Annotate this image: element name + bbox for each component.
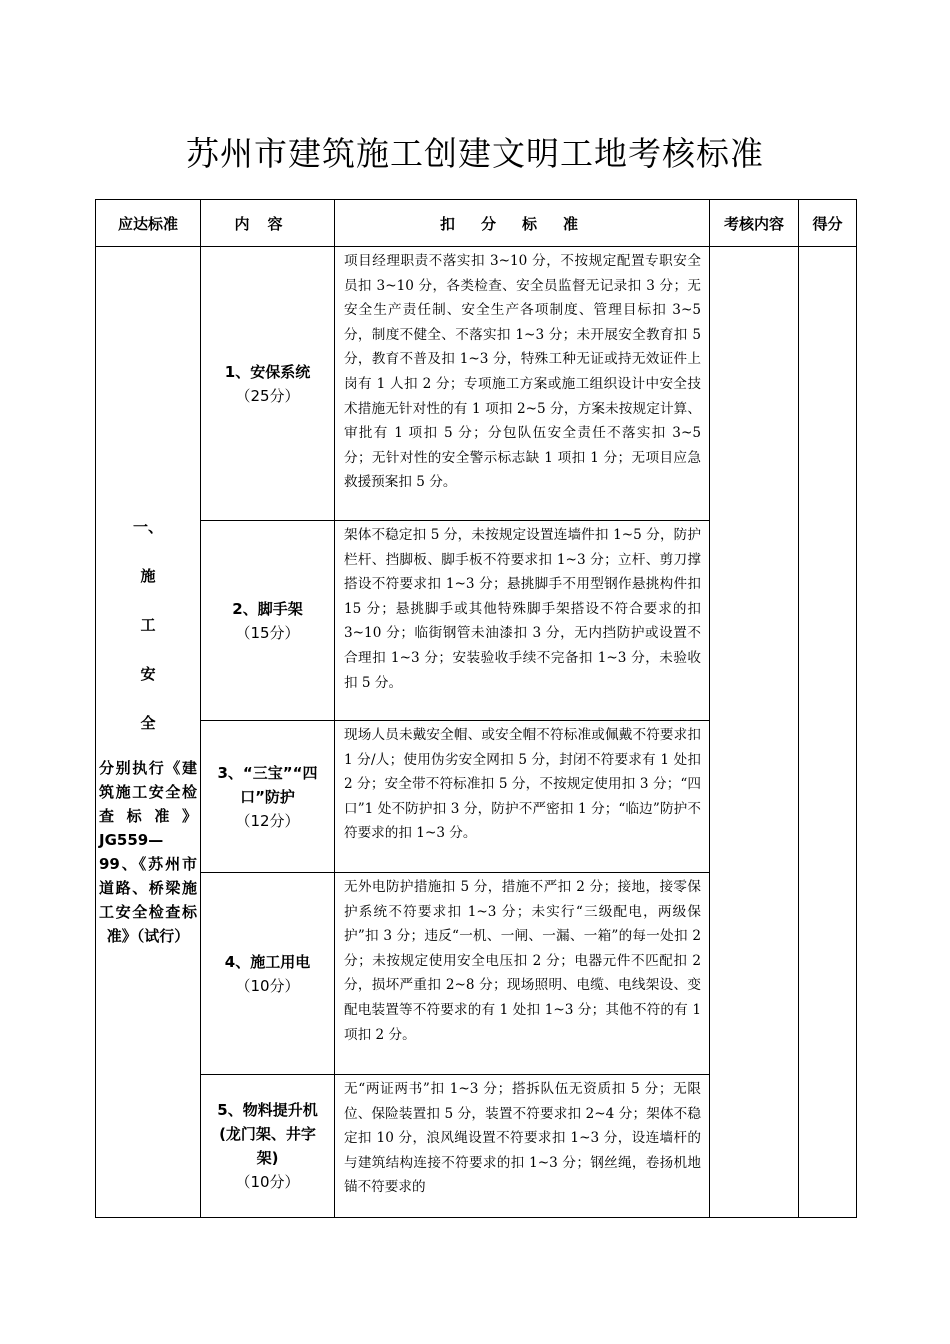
header-assessment-content: 考核内容	[710, 200, 799, 247]
category-char: 工	[140, 616, 156, 634]
item-name: 3、“三宝”“四口”防护	[217, 763, 318, 806]
item-cell	[201, 1075, 335, 1218]
item-name: 2、脚手架	[232, 599, 303, 618]
rule-cell: 无“两证两书”扣 1~3 分；搭拆队伍无资质扣 5 分；无限位、保险装置扣 5 分，装置不符要求扣 2~4 分；架体不稳定扣 10 分，浪风绳设置不符要求扣 1~3 分，设连墙杆的与建筑结构连接不符要求的扣 1~3 分；钢丝绳，卷扬机地锚不符要求的	[335, 1075, 710, 1218]
item-name: 1、安保系统	[224, 362, 311, 381]
category-cell	[96, 247, 201, 1218]
assessment-cell	[710, 247, 799, 1218]
item-cell	[201, 247, 335, 521]
item-cell	[201, 873, 335, 1075]
score-cell	[799, 247, 857, 1218]
rule-cell: 架体不稳定扣 5 分，未按规定设置连墙件扣 1~5 分，防护栏杆、挡脚板、脚手板不符要求扣 1~3 分；立杆、剪刀撑搭设不符要求扣 1~3 分；悬挑脚手不用型钢作悬挑构件扣 15 分；悬挑脚手或其他特殊脚手架搭设不符合要求的扣 3~10 分；临街钢管未油漆扣 3 分，无内挡防护或设置不合理扣 1~3 分；安装验收手续不完备扣 1~3 分，未验收扣 5 分。	[335, 521, 710, 721]
item-cell	[201, 521, 335, 721]
table-header-row	[96, 200, 857, 247]
page-title: 苏州市建筑施工创建文明工地考核标准	[186, 134, 764, 173]
header-score: 得分	[799, 200, 857, 247]
category-char: 全	[140, 714, 156, 732]
category-note: 分别执行《建筑施工安全检查标准》JG559—99、《苏州市道路、桥梁施工安全检查标准》（试行）	[99, 759, 197, 945]
rule-cell: 项目经理职责不落实扣 3~10 分，不按规定配置专职安全员扣 3~10 分，各类检查、安全员监督无记录扣 3 分；无安全生产责任制、安全生产各项制度、管理目标扣 3~5 分，制度不健全、不落实扣 1~3 分；未开展安全教育扣 5 分，教育不普及扣 1~3 分，特殊工种无证或持无效证件上岗有 1 人扣 2 分；专项施工方案或施工组织设计中安全技术措施无针对性的有 1 项扣 2~5 分，方案未按规定计算、审批有 1 项扣 5 分；分包队伍安全责任不落实扣 3~5 分；无针对性的安全警示标志缺 1 项扣 1 分；无项目应急救援预案扣 5 分。	[335, 247, 710, 521]
rule-cell: 无外电防护措施扣 5 分，措施不严扣 2 分；接地，接零保护系统不符要求扣 1~3 分；未实行“三级配电，两级保护”扣 3 分；违反“一机、一闸、一漏、一箱”的每一处扣 2 分；未按规定使用安全电压扣 2 分；电器元件不匹配扣 2 分，损坏严重扣 2~8 分；现场照明、电缆、电线架设、变配电装置等不符要求的有 1 处扣 1~3 分；其他不符的有 1 项扣 2 分。	[335, 873, 710, 1075]
header-deduction-standard: 扣分标准	[335, 200, 710, 247]
item-name: 4、施工用电	[224, 952, 311, 971]
category-char: 安	[140, 665, 156, 683]
item-points: （25分）	[235, 386, 300, 405]
category-number: 一、	[132, 518, 163, 536]
rule-cell: 现场人员未戴安全帽、或安全帽不符标准或佩戴不符要求扣 1 分/人；使用伪劣安全网扣 5 分，封闭不符要求有 1 处扣 2 分；安全带不符标准扣 5 分，不按规定使用扣 3 分；“四口”1 处不防护扣 3 分，防护不严密扣 1 分；“临边”防护不符要求的扣 1~3 分。	[335, 721, 710, 873]
category-char: 施	[140, 567, 156, 585]
item-name: 5、物料提升机(龙门架、井字架)	[217, 1101, 318, 1167]
item-points: （10分）	[235, 976, 300, 995]
item-cell	[201, 721, 335, 873]
item-points: （15分）	[235, 623, 300, 642]
item-points: （12分）	[235, 811, 300, 830]
header-content: 内容	[201, 200, 335, 247]
item-points: （10分）	[235, 1173, 300, 1191]
header-standard-level: 应达标准	[96, 200, 201, 247]
assessment-table	[95, 199, 857, 1218]
table-row	[96, 247, 857, 521]
